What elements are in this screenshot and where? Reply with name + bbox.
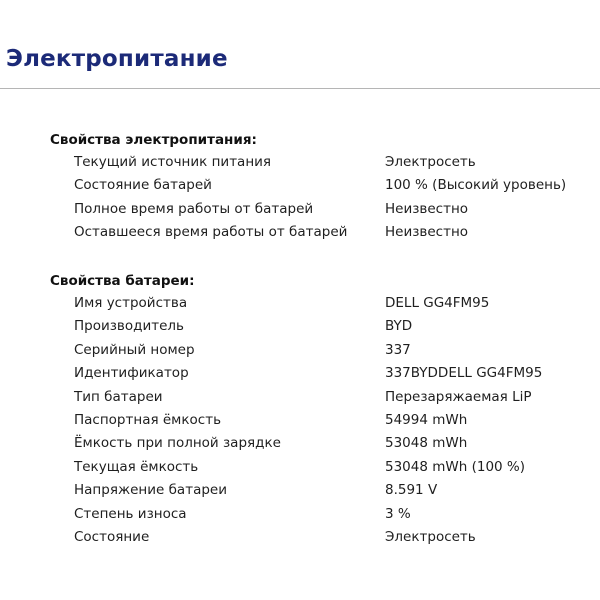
battery-type-label: Тип батареи	[74, 388, 163, 405]
battery-properties-section	[50, 270, 590, 549]
designed-capacity-label: Паспортная ёмкость	[74, 411, 222, 428]
battery-type-row	[50, 386, 590, 409]
power-properties-section	[50, 129, 590, 245]
full-battery-time-label: Полное время работы от батарей	[74, 200, 314, 217]
battery-properties-heading: Свойства батареи:	[50, 273, 195, 289]
power-source-row	[50, 151, 590, 174]
identifier-row	[50, 362, 590, 385]
full-charge-capacity-row	[50, 432, 590, 455]
power-source-label: Текущий источник питания	[74, 154, 272, 170]
manufacturer-row	[50, 315, 590, 338]
battery-voltage-label: Напряжение батареи	[74, 482, 227, 499]
power-properties-heading: Свойства электропитания:	[50, 132, 257, 148]
identifier-value: 337BYDDELL GG4FM95	[385, 365, 543, 382]
title-divider	[0, 88, 600, 89]
designed-capacity-value: 54994 mWh	[385, 411, 468, 428]
device-name-label: Имя устройства	[74, 295, 188, 311]
page-title: Электропитание	[6, 46, 228, 72]
manufacturer-value: BYD	[385, 318, 413, 335]
identifier-label: Идентификатор	[74, 365, 189, 382]
battery-state-label: Состояние	[74, 528, 150, 545]
serial-number-row	[50, 339, 590, 362]
battery-status-value: 100 % (Высокий уровень)	[385, 177, 567, 194]
battery-state-value: Электросеть	[385, 528, 476, 545]
device-name-value: DELL GG4FM95	[385, 295, 490, 311]
battery-status-label: Состояние батарей	[74, 177, 212, 194]
current-capacity-label: Текущая ёмкость	[74, 458, 199, 475]
current-capacity-value: 53048 mWh (100 %)	[385, 458, 526, 475]
remaining-battery-time-label: Оставшееся время работы от батарей	[74, 224, 348, 241]
battery-state-row	[50, 526, 590, 549]
serial-number-value: 337	[385, 341, 411, 358]
wear-level-value: 3 %	[385, 505, 411, 522]
device-name-row	[50, 292, 590, 315]
manufacturer-label: Производитель	[74, 318, 185, 335]
full-charge-capacity-label: Ёмкость при полной зарядке	[74, 435, 281, 452]
designed-capacity-row	[50, 409, 590, 432]
full-battery-time-row	[50, 198, 590, 221]
serial-number-label: Серийный номер	[74, 341, 195, 358]
battery-voltage-row	[50, 479, 590, 502]
wear-level-label: Степень износа	[74, 505, 187, 522]
remaining-battery-time-row	[50, 221, 590, 244]
battery-type-value: Перезаряжаемая LiP	[385, 388, 532, 405]
full-charge-capacity-value: 53048 mWh	[385, 435, 468, 452]
wear-level-row	[50, 503, 590, 526]
battery-voltage-value: 8.591 V	[385, 482, 438, 499]
full-battery-time-value: Неизвестно	[385, 200, 469, 217]
power-source-value: Электросеть	[385, 154, 476, 170]
battery-status-row	[50, 174, 590, 197]
current-capacity-row	[50, 456, 590, 479]
remaining-battery-time-value: Неизвестно	[385, 224, 469, 241]
